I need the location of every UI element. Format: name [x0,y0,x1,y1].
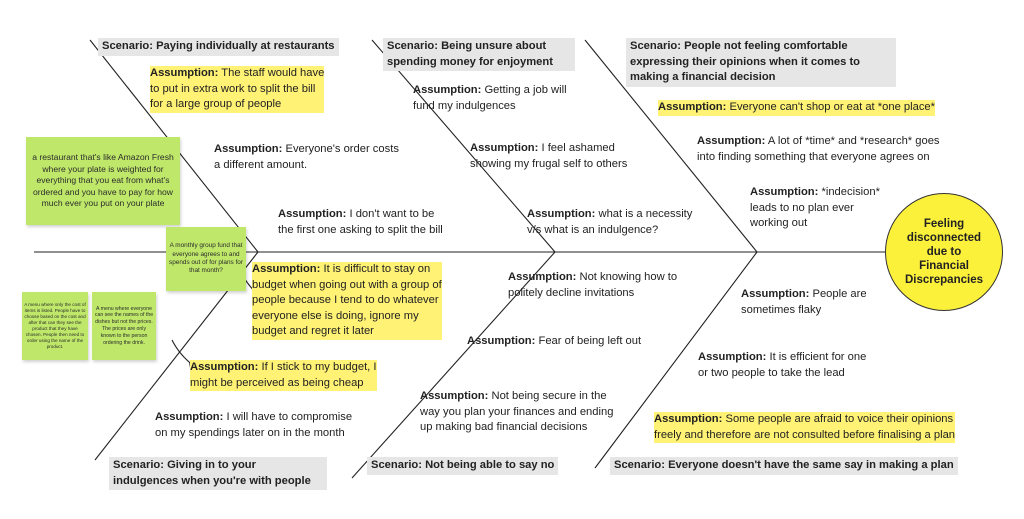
scenario-say-no: Scenario: Not being able to say no [367,457,558,475]
assumption-compromise-spending: Assumption: I will have to compromise on my spendings later on in the month [155,411,353,439]
assumption-flaky: Assumption: People are sometimes flaky [741,288,867,316]
sticky-note-amazon-fresh: a restaurant that's like Amazon Fresh where your plate is weighted for everything that you eat from what's ordered and you have to pay for how much ever you put on your plate [26,137,180,225]
assumption-difficult-budget: Assumption: It is difficult to stay on budget when going out with a group of people because I tend to do whatever everyone else is doing, ignore my budget and regret it later [252,262,442,340]
scenario-not-comfortable: Scenario: People not feeling comfortable expressing their opinions when it comes to making a financial decision [626,38,896,87]
head-line: Financial [919,260,969,272]
head-line: Discrepancies [905,274,983,286]
assumption-staff-extra-work: Assumption: The staff would have to put in extra work to split the bill for a large group of people [150,66,324,113]
assumption-indecision: Assumption: *indecision* leads to no plan ever working out [750,186,880,229]
scenario-giving-in: Scenario: Giving in to your indulgences when you're with people [109,457,327,490]
assumption-ashamed-frugal: Assumption: I feel ashamed showing my frugal self to others [470,142,628,170]
assumption-not-secure: Assumption: Not being secure in the way you plan your finances and ending up making bad financial decisions [420,390,614,433]
sticky-note-cost-menu: A menu where only the cost of items is listed. People have to choose based on the cost and after that can they see the product that they have chosen. People then need to order using the name of the product. [22,292,88,360]
sticky-note-names-menu: A menu where everyone can see the names of the dishes but not the prices. The prices are only known to the person ordering the drink. [92,292,156,360]
sticky-note-group-fund: A monthly group fund that everyone agrees to and spends out of for plans for that month? [166,227,246,291]
assumption-order-costs: Assumption: Everyone's order costs a different amount. [214,143,399,171]
assumption-job-fund: Assumption: Getting a job will fund my indulgences [413,84,567,112]
problem-head [885,193,1003,311]
head-line: due to [926,246,962,258]
assumption-decline-invitations: Assumption: Not knowing how to politely decline invitations [508,271,678,299]
assumption-efficient-lead: Assumption: It is efficient for one or two people to take the lead [698,351,867,379]
head-line: Feeling [923,218,965,230]
scenario-paying-individually: Scenario: Paying individually at restaurants [98,38,339,56]
assumption-left-out: Assumption: Fear of being left out [467,335,642,347]
scenario-same-say: Scenario: Everyone doesn't have the same say in making a plan [610,457,958,475]
assumption-necessity-indulgence: Assumption: what is a necessity v/s what is an indulgence? [527,208,693,236]
assumption-one-place: Assumption: Everyone can't shop or eat at *one place* [658,100,935,116]
assumption-time-research: Assumption: A lot of *time* and *research* goes into finding something that everyone agrees on [697,135,940,163]
assumption-first-to-split: Assumption: I don't want to be the first one asking to split the bill [278,208,443,236]
head-line: disconnected [906,232,982,244]
assumption-afraid-voice: Assumption: Some people are afraid to voice their opinions freely and therefore are not consulted before finalising a plan [654,412,955,443]
scenario-unsure-spending: Scenario: Being unsure about spending money for enjoyment [383,38,575,71]
assumption-perceived-cheap: Assumption: If I stick to my budget, I might be perceived as being cheap [190,360,377,391]
